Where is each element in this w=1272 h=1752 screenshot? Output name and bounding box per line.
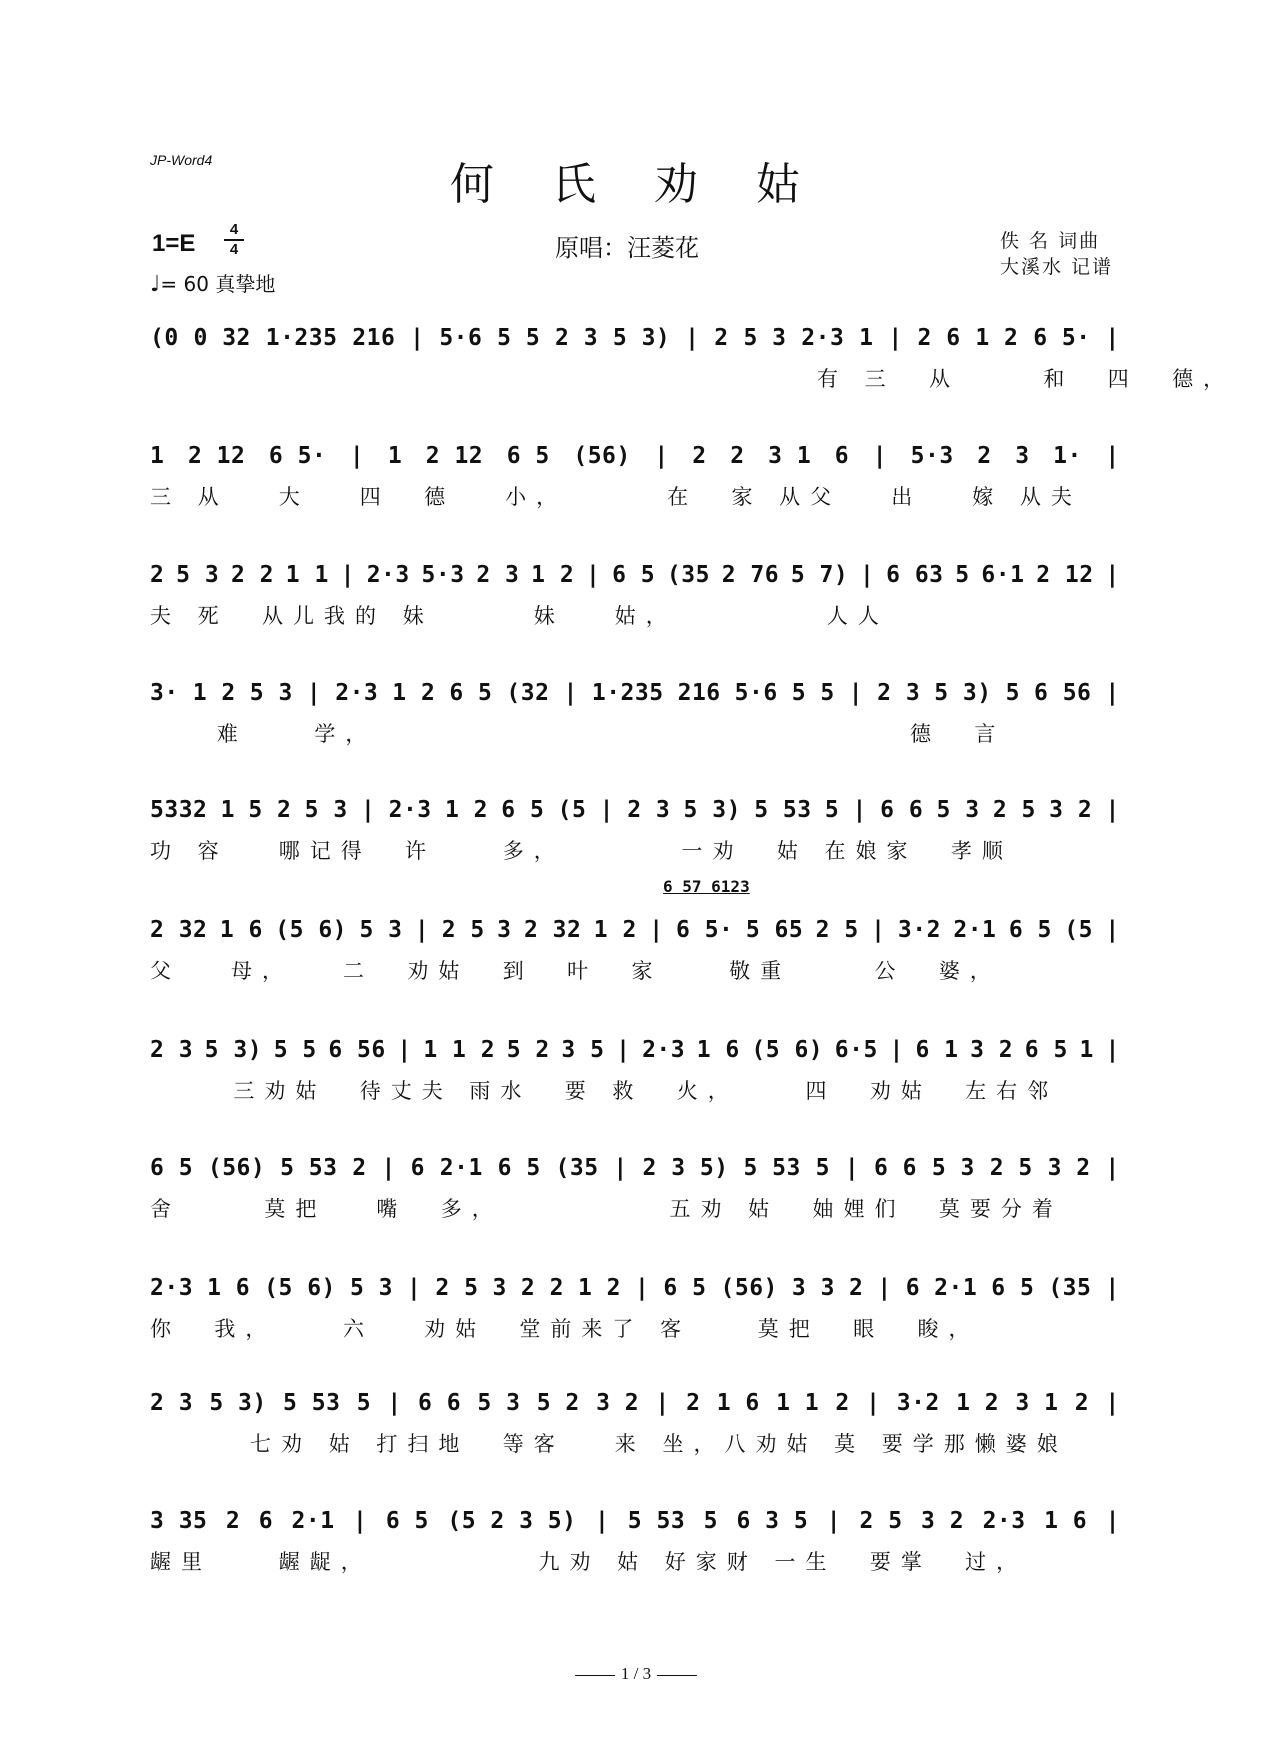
note-group: 3 2 [921,1508,965,1534]
note-group: 2·3 [982,1508,1026,1534]
barline: | [1105,443,1120,469]
note-group: 1 2 [577,1275,621,1301]
barline: | [848,680,864,706]
barline: | [888,325,903,351]
note-group: 2·3 [366,562,410,588]
note-group: 2·3 [150,1275,194,1301]
note-group: 6·1 [981,562,1025,588]
note-group: 5 [824,797,840,823]
note-group: 1 [859,325,874,351]
note-group: 2 [352,1155,367,1181]
note-group: 2 [225,1508,241,1534]
note-group: 5 3 [477,1390,521,1416]
note-group: 1 2 [975,325,1019,351]
note-group: 1 2 [192,680,236,706]
note-group: 2 5 [815,917,859,943]
note-group: 2·3 [335,680,379,706]
note-group: 2·1 [953,917,997,943]
barline: | [414,917,430,943]
note-group: 6 5 [385,1508,429,1534]
barline: | [613,1155,628,1181]
barline: | [877,1275,892,1301]
note-group: 6 [834,443,850,469]
note-group: 2 [714,325,729,351]
app-label: JP-Word4 [150,152,213,168]
note-group: 6 5 [449,680,493,706]
note-group: (56) [720,1275,778,1301]
note-group: 6 56 [328,1037,386,1063]
note-group: 5 7) [790,562,849,588]
note-group: 5 3 [359,917,403,943]
note-group: 5 3 [304,797,348,823]
note-group: 2·3 [801,325,845,351]
note-group: 3·2 [896,1390,940,1416]
note-group: 2 12 [187,443,246,469]
note-group: 1 1 2 [423,1037,496,1063]
note-group: (56) [207,1155,266,1181]
note-group: 5 [1005,680,1020,706]
note-group: 6 5 [497,1155,541,1181]
note-group: 6 5 [501,797,545,823]
note-group: 6 6 [873,1155,918,1181]
barline: | [1105,1390,1120,1416]
note-group: 2 3 [150,1037,194,1063]
key-signature: 1=E [152,230,196,257]
note-group: 1 [1079,1037,1094,1063]
note-group: 5 53 [283,1390,341,1416]
note-group: 3 3 [791,1275,835,1301]
note-group: 216 [677,680,721,706]
notation-line [150,797,1120,823]
note-group: 6 5 [612,562,656,588]
barline: | [685,325,700,351]
note-group: 5 53 [627,1508,686,1534]
note-group: 0 32 [193,325,251,351]
barline: | [852,797,867,823]
page-number [0,1664,1272,1684]
note-group: 3·2 [897,917,941,943]
barline: | [599,797,614,823]
note-group: 3 2 [596,1390,640,1416]
note-group: 2·1 [439,1155,483,1181]
barline: | [1105,680,1120,706]
note-group: 5 3) [612,325,671,351]
note-group: 5 2 [506,1037,550,1063]
notation-line [150,680,1120,706]
original-singer: 原唱：汪菱花 [555,234,699,262]
barline: | [1105,1037,1120,1063]
note-group: 6 [905,1275,921,1301]
note-group: 2 [686,1390,701,1416]
note-group: 5 3) [934,680,992,706]
note-group: 5 3) [683,797,741,823]
barline: | [1105,1508,1120,1534]
notation-line [150,325,1120,351]
note-group: 1· [1053,443,1082,469]
barline: | [866,1390,881,1416]
note-group: 2 2 [520,1275,564,1301]
notation-line [150,917,1120,943]
note-group: 2 3 [150,1390,194,1416]
note-group: 5 5 [791,680,835,706]
note-group: 2·3 [642,1037,686,1063]
note-group: 6 6 [880,797,924,823]
note-group: (5 [1064,917,1093,943]
barline: | [889,1037,904,1063]
note-group: (56) [573,443,631,469]
lyric-line: 三 从 大 四 德 小， 在 家 从父 出 嫁 从夫 [150,485,1082,509]
note-group: 6 5· [1033,325,1091,351]
note-group: 3 5 [561,1037,605,1063]
barline: | [360,797,376,823]
note-group: 6 56 [1034,680,1092,706]
note-group: 5 [955,562,970,588]
note-group: 5 3) [204,1037,263,1063]
note-group: 1 2 [956,1390,1000,1416]
barline: | [1105,562,1120,588]
barline: | [387,1390,402,1416]
note-group: 1 2 [392,680,436,706]
note-group: 5 5 [497,325,541,351]
note-group: 5 [703,1508,719,1534]
lyric-line: 功 容 哪记得 许 多， 一劝 姑 在娘家 孝顺 [150,839,1013,863]
note-group: (35 [1048,1275,1092,1301]
note-group: 1 [220,797,236,823]
note-group: 5·6 [439,325,483,351]
note-group: 3 1 [1015,1390,1059,1416]
note-group: (5 2 3 5) [447,1508,577,1534]
note-group: 6 3 5 [736,1508,809,1534]
note-group: (5 [557,797,587,823]
grace-notes: 6 57 6123 [663,877,750,896]
note-group: 2 [730,443,745,469]
note-group: 2 12 [1036,562,1094,588]
note-group: 1 2 [531,562,575,588]
note-group: 1 [150,443,165,469]
note-group: 5 2 [536,1390,580,1416]
note-group: 5·3 [910,443,954,469]
note-group: 5 65 [745,917,804,943]
barline: | [860,562,875,588]
note-group: 6 [410,1155,425,1181]
barline: | [306,680,322,706]
note-group: 2 12 [425,443,484,469]
note-group: 1·235 [591,680,664,706]
notation-line [150,562,1120,588]
note-group: 6 5 [1024,1037,1068,1063]
barline: | [563,680,578,706]
barline: | [397,1037,412,1063]
note-group: 2 [1074,1390,1090,1416]
note-group: 2·3 [388,797,432,823]
note-group: 2 5 [441,917,485,943]
note-group: (32 [506,680,550,706]
note-group: 1 6 [716,1390,760,1416]
lyric-line: 你 我， 六 劝姑 堂前来了 客 莫把 眼 睃， [150,1317,980,1341]
barline: | [410,325,425,351]
note-group: 5·3 [421,562,465,588]
note-group: 6·5 [834,1037,878,1063]
note-group: 3· [150,680,179,706]
note-group: (5 6) [751,1037,824,1063]
note-group: 3 2 [1049,797,1093,823]
note-group: 1 6 [207,1275,251,1301]
time-signature-top: 4 [229,221,239,238]
page-number-text: 1 / 3 [620,1664,652,1683]
lyric-line: 七劝 姑 打扫地 等客 来 坐，八劝姑 莫 要学那懒婆娘 [150,1432,1068,1456]
note-group: 6 5 [150,1155,194,1181]
barline: | [349,443,365,469]
note-group: 3 2 [970,1037,1014,1063]
note-group: 1 6 [1044,1508,1088,1534]
note-group: 2 32 [150,917,208,943]
barline: | [1105,917,1120,943]
barline: | [594,1508,610,1534]
note-group: 2 3 [555,325,599,351]
notation-line [150,1508,1120,1534]
note-group: 3 35 [150,1508,208,1534]
barline: | [826,1508,842,1534]
note-group: 2 3 [476,562,520,588]
barline: | [844,1155,860,1181]
note-group: 6 5· [676,917,734,943]
note-group: 6 6 [418,1390,462,1416]
note-group: 2 5 [859,1508,903,1534]
notation-line [150,1037,1120,1063]
lyric-line: 有 三 从 和 四 德， [150,367,1235,391]
note-group: 2 76 [721,562,780,588]
barline: | [649,917,664,943]
tempo-marking [150,268,275,297]
note-group: 2 3 [877,680,921,706]
note-group: 5 3 [176,562,220,588]
barline: | [381,1155,396,1181]
transcriber-credit: 大溪水 记谱 [1000,256,1114,278]
note-group: 5 3 [936,797,980,823]
note-group: 6 5 [1008,917,1052,943]
note-group: 1 1 [776,1390,820,1416]
note-group: 2·1 [934,1275,978,1301]
barline: | [407,1275,422,1301]
barline: | [616,1037,631,1063]
note-group: 2 [150,562,165,588]
barline: | [654,443,669,469]
notation-line [150,1390,1120,1416]
note-group: (0 [150,325,179,351]
note-group: 5 53 [280,1155,338,1181]
note-group: 5 [356,1390,372,1416]
lyric-line: 难 学， 德 言 [150,722,1006,746]
song-title: 何 氏 劝 姑 [450,159,822,210]
barline: | [1105,1155,1120,1181]
note-group: 6 5 [663,1275,707,1301]
note-group: (5 6) [264,1275,336,1301]
note-group: 2 3 [627,797,671,823]
note-group: 2 5 [989,1155,1033,1181]
lyrics-music-credit: 佚 名 词曲 [1000,230,1101,252]
note-group: 1 6 [696,1037,740,1063]
note-group: 5 53 [743,1155,801,1181]
barline: | [635,1275,650,1301]
note-group: 5 53 [754,797,812,823]
note-group: (5 6) [275,917,348,943]
barline: | [1105,325,1120,351]
note-group: 5 5 [273,1037,317,1063]
tempo-expression: 真挚地 [215,272,276,296]
note-group: (35 [666,562,710,588]
quarter-note-icon: ♩ [150,272,161,297]
lyric-line: 龌里 龌龊， 九劝 姑 好家财 一生 要掌 过， [150,1550,1028,1574]
note-group: 6 63 [886,562,944,588]
barline: | [655,1390,670,1416]
note-group: 5 [815,1155,830,1181]
note-group: 2 [977,443,992,469]
note-group: 1 2 [444,797,488,823]
lyric-line: 舍 莫把 嘴 多， 五劝 姑 妯娌们 莫要分着 [150,1197,1063,1221]
note-group: 5332 [150,797,208,823]
note-group: 3 2 [1047,1155,1091,1181]
note-group: 1 [387,443,403,469]
time-signature-bottom: 4 [229,241,239,258]
note-group: 2 [692,443,707,469]
note-group: 2 6 [917,325,961,351]
time-signature [224,222,244,258]
note-group: 6 5 [991,1275,1035,1301]
note-group: 1 6 [219,917,263,943]
note-group: 5 3 [743,325,787,351]
note-group: 216 [352,325,396,351]
barline: | [1105,1275,1120,1301]
barline: | [1105,797,1120,823]
note-group: 6 1 [915,1037,959,1063]
lyric-line: 夫 死 从儿我的 妹 妹 姑， 人人 [150,604,889,628]
note-group: 2 5 [992,797,1036,823]
note-group: 5·6 [734,680,778,706]
note-group: 3 [492,1275,507,1301]
note-group: 1 2 [593,917,637,943]
note-group: 5 2 [248,797,292,823]
tempo-value: = 60 [160,272,209,296]
note-group: 2 32 [523,917,582,943]
note-group: 2 [849,1275,864,1301]
note-group: 2 [835,1390,850,1416]
note-group: 2·1 [291,1508,335,1534]
barline: | [871,917,886,943]
note-group: (35 [555,1155,599,1181]
notation-line [150,1275,1120,1301]
note-group: 2 5 [435,1275,479,1301]
barline: | [872,443,888,469]
note-group: 3 1 [768,443,812,469]
note-group: 6 5· [268,443,327,469]
note-group: 1·235 [265,325,338,351]
barline: | [340,562,355,588]
note-group: 5 3 [249,680,293,706]
notation-line [150,443,1120,469]
note-group: 5 3) [209,1390,267,1416]
note-group: 2 2 [230,562,274,588]
note-group: 6 [258,1508,274,1534]
lyric-line: 三劝姑 待丈夫 雨水 要 救 火， 四 劝姑 左右邻 [150,1079,1059,1103]
barline: | [353,1508,368,1534]
note-group: 3 [1015,443,1030,469]
note-group: 2 3 5) [642,1155,729,1181]
note-group: 5 3 [349,1275,393,1301]
lyric-line: 父 母， 二 劝姑 到 叶 家 敬重 公 婆， [150,959,1001,983]
note-group: 6 5 [506,443,550,469]
barline: | [585,562,601,588]
note-group: 3 [497,917,512,943]
note-group: 1 1 [285,562,329,588]
notation-line [150,1155,1120,1181]
note-group: 5 3 [931,1155,975,1181]
